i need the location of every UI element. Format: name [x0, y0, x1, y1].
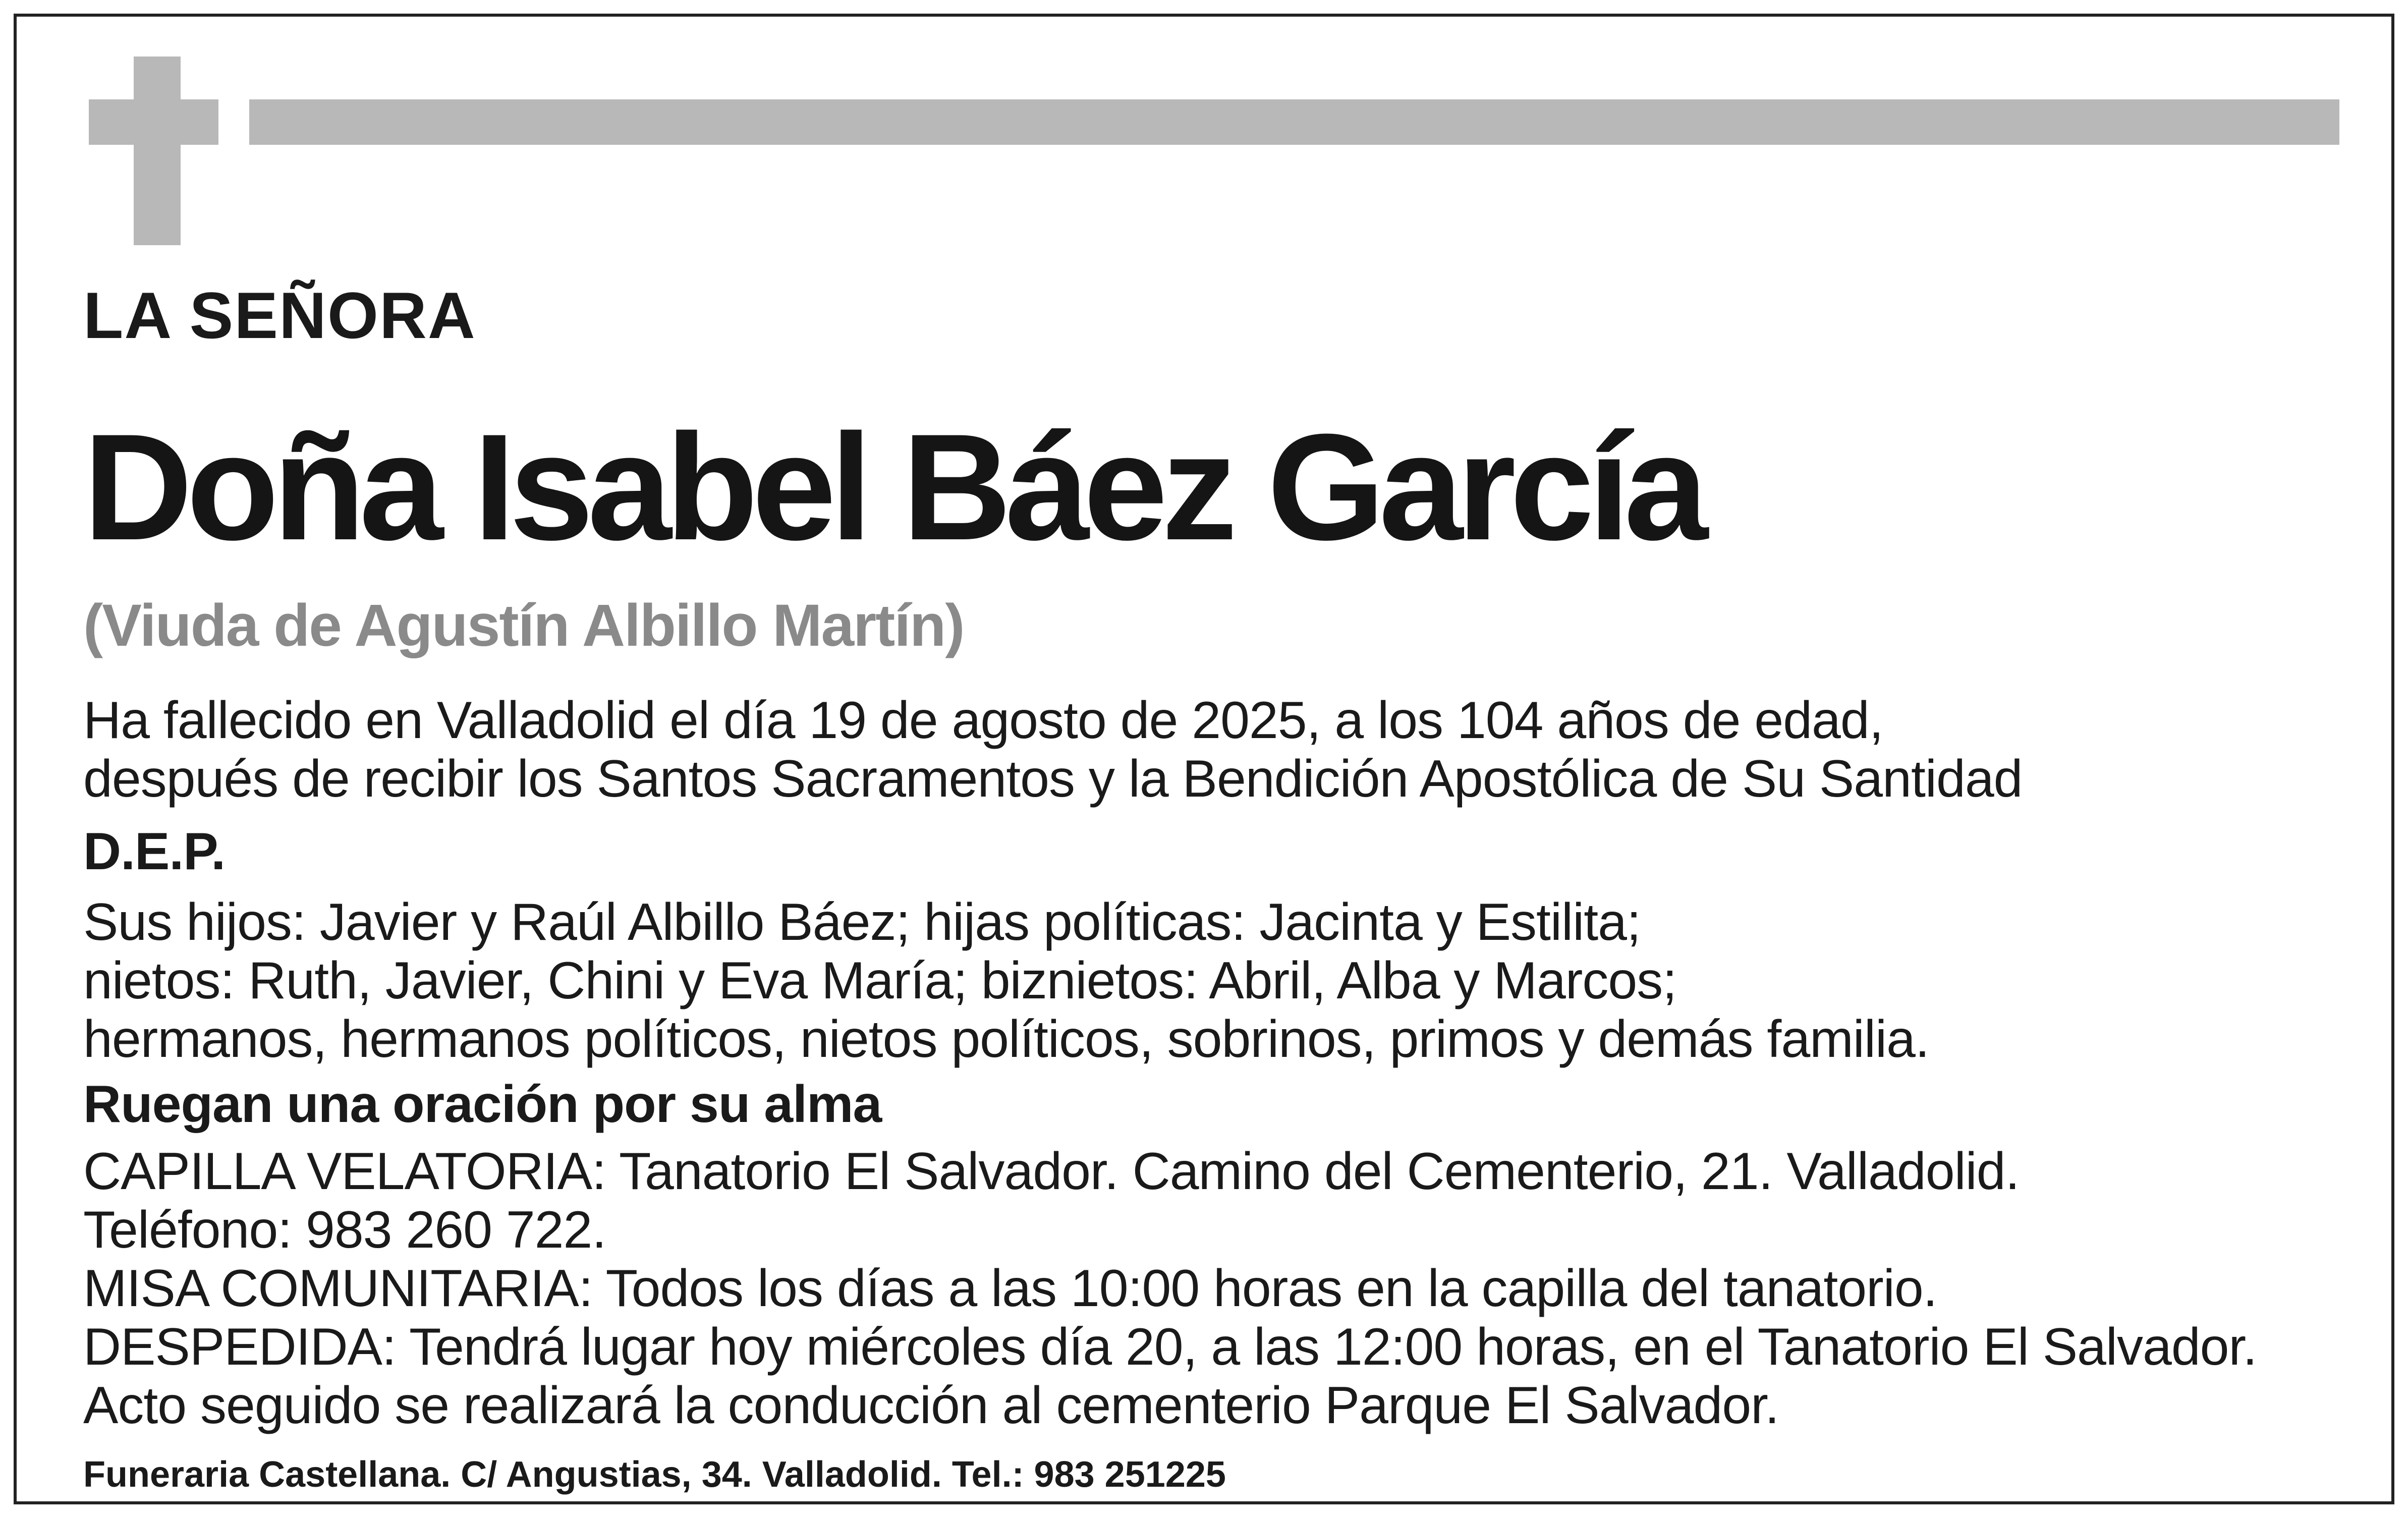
cross-vertical-bar	[134, 57, 181, 245]
widow-line: (Viuda de Agustín Albillo Martín)	[83, 592, 964, 659]
notice-heading: LA SEÑORA	[83, 278, 476, 352]
service-line-1: CAPILLA VELATORIA: Tanatorio El Salvador. Camino del Cementerio, 21. Valladolid.	[83, 1142, 2020, 1201]
death-line-1: Ha fallecido en Valladolid el día 19 de agosto de 2025, a los 104 años de edad,	[83, 691, 1883, 750]
service-line-4: DESPEDIDA: Tendrá lugar hoy miércoles día 20, a las 12:00 horas, en el Tanatorio El Salvador.	[83, 1318, 2257, 1376]
rip-label: D.E.P.	[83, 822, 226, 881]
death-line-2: después de recibir los Santos Sacramentos y la Bendición Apostólica de Su Santidad	[83, 750, 2023, 808]
header-rule	[249, 99, 2339, 145]
service-line-3: MISA COMUNITARIA: Todos los días a las 10:00 horas en la capilla del tanatorio.	[83, 1259, 1937, 1318]
family-line-3: hermanos, hermanos políticos, nietos políticos, sobrinos, primos y demás familia.	[83, 1010, 1929, 1069]
family-line-2: nietos: Ruth, Javier, Chini y Eva María; biznietos: Abril, Alba y Marcos;	[83, 951, 1677, 1010]
service-line-2: Teléfono: 983 260 722.	[83, 1201, 606, 1259]
service-line-5: Acto seguido se realizará la conducción al cementerio Parque El Salvador.	[83, 1376, 1779, 1435]
prayer-request: Ruegan una oración por su alma	[83, 1075, 882, 1134]
cross-horizontal-bar	[89, 99, 218, 145]
funeral-home-footer: Funeraria Castellana. C/ Angustias, 34. Valladolid. Tel.: 983 251225	[83, 1454, 1226, 1495]
deceased-name: Doña Isabel Báez García	[83, 402, 1702, 572]
family-line-1: Sus hijos: Javier y Raúl Albillo Báez; hijas políticas: Jacinta y Estilita;	[83, 893, 1641, 951]
